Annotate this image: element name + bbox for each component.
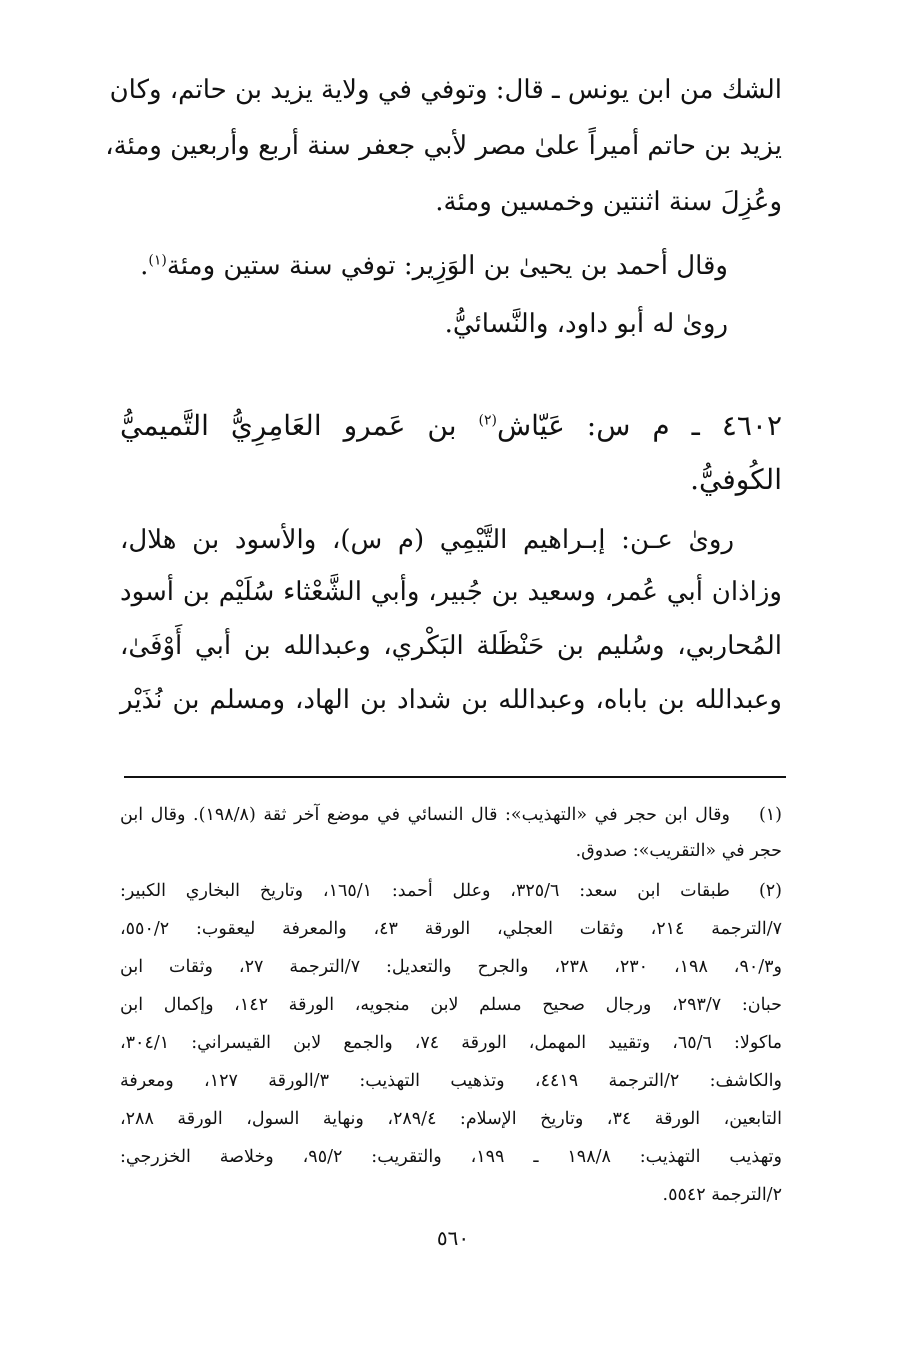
body-line-3: المُحاربي، وسُليم بن حَنْظَلة البَكْري، وعبدالله بن أبي أَوْفَىٰ، <box>120 631 782 661</box>
footnote-2-line-3: و٩٠/٣، ١٩٨، ٢٣٠، ٢٣٨، والجرح والتعديل: ٧/الترجمة ٢٧، وثقات ابن <box>120 957 782 977</box>
footnote-2-line-9: ٢/الترجمة ٥٥٤٢. <box>662 1185 782 1205</box>
text-line-5: رویٰ له أبو داود، والنَّسائيُّ. <box>444 309 728 339</box>
footnote-1-number: (١) <box>758 805 782 825</box>
footnote-2-line-5: ماكولا: ٦٥/٦، وتقييد المهمل، الورقة ٧٤، والجمع لابن القيسراني: ٣٠٤/١، <box>120 1033 782 1053</box>
text-line-1: الشك من ابن يونس ـ قال: وتوفي في ولاية يزيد بن حاتم، وكان <box>109 75 782 105</box>
entry-name-rest: بن عَمرو العَامِرِيُّ التَّميميُّ <box>120 409 457 442</box>
text-line-2: يزيد بن حاتم أميراً علىٰ مصر لأبي جعفر سنة أربع وأربعين ومئة، <box>105 131 782 161</box>
entry-number-name: ٤٦٠٢ ـ م س: عَيّاش <box>496 409 782 442</box>
footnote-1-line-2: حجر في «التقريب»: صدوق. <box>575 841 782 861</box>
footnote-1-line-1: وقال ابن حجر في «التهذيب»: قال النسائي في موضع آخر ثقة (١٩٨/٨). وقال ابن <box>120 805 730 825</box>
footnote-2-line-4: حبان: ٢٩٣/٧، ورجال صحيح مسلم لابن منجويه، الورقة ١٤٢، وإكمال ابن <box>120 995 783 1015</box>
footnote-2-line-2: ٧/الترجمة ٢١٤، وثقات العجلي، الورقة ٤٣، والمعرفة ليعقوب: ٥٥٠/٢، <box>120 919 782 939</box>
footnote-2-number: (٢) <box>758 881 782 901</box>
footnote-2-line-8: وتهذيب التهذيب: ١٩٨/٨ ـ ١٩٩، والتقريب: ٩٥/٢، وخلاصة الخزرجي: <box>120 1147 782 1167</box>
footnote-ref-1: (١) <box>148 252 167 269</box>
body-line-2: وزاذان أبي عُمر، وسعيد بن جُبير، وأبي الشَّعْثاء سُلَيْم بن أسود <box>120 577 782 607</box>
body-line-1: رویٰ عـن: إبـراهيم التَّيْمِي (م س)، والأسود بن هلال، <box>120 525 734 555</box>
footnote-separator <box>124 776 786 778</box>
entry-heading-line-2: الكُوفيُّ. <box>690 463 782 496</box>
body-line-4: وعبدالله بن باباه، وعبدالله بن شداد بن الهاد، ومسلم بن نُذَيْر <box>120 685 782 715</box>
footnote-2-line-7: التابعين، الورقة ٣٤، وتاريخ الإسلام: ٢٨٩/٤، ونهاية السول، الورقة ٢٨٨، <box>120 1109 782 1129</box>
page-number: ٥٦٠ <box>436 1226 470 1250</box>
text-line-4-main: وقال أحمد بن يحيىٰ بن الوَزِير: توفي سنة ستين ومئة <box>166 251 728 281</box>
footnote-2-line-1: طبقات ابن سعد: ٣٢٥/٦، وعلل أحمد: ١٦٥/١، وتاريخ البخاري الكبير: <box>120 881 730 901</box>
entry-heading-line-1 <box>120 398 782 454</box>
text-line-4: وقال أحمد بن يحيىٰ بن الوَزِير: توفي سنة ستين ومئة$^{(١)}$. <box>140 251 728 281</box>
footnote-2-line-6: والكاشف: ٢/الترجمة ٤٤١٩، وتذهيب التهذيب: ٣/الورقة ١٢٧، ومعرفة <box>120 1071 782 1091</box>
text-line-3: وعُزِلَ سنة اثنتين وخمسين ومئة. <box>435 187 782 217</box>
footnote-ref-2: (٢) <box>478 412 497 429</box>
